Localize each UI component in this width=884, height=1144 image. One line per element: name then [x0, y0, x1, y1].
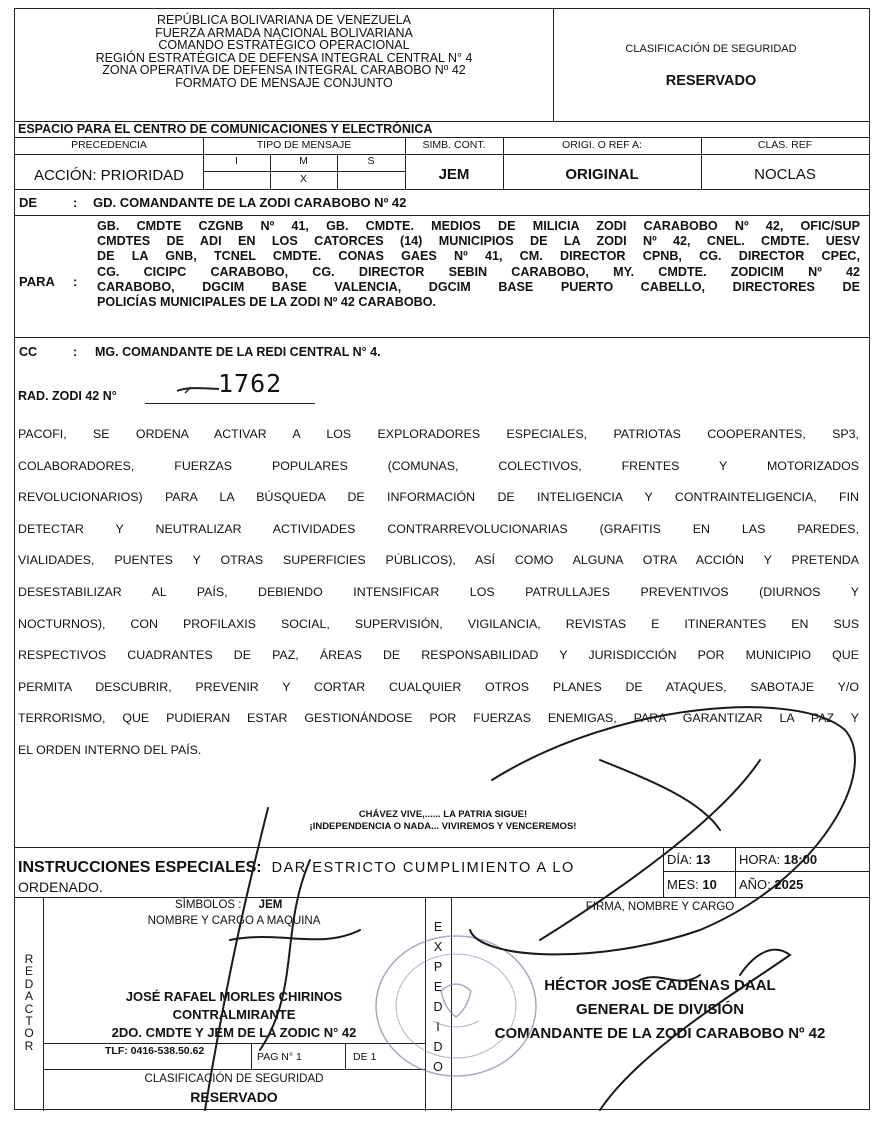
slogan-line-1: CHÁVEZ VIVE,...... LA PATRIA SIGUE! — [358, 809, 528, 820]
origi-label: ORIGI. O REF A: — [562, 139, 642, 151]
instructions-text: DAR ESTRICTO CUMPLIMIENTO A LO — [271, 860, 575, 876]
ano-value: 2025 — [774, 877, 804, 892]
signer-rank: GENERAL DE DIVISIÓN — [575, 1001, 745, 1018]
precedencia-label: PRECEDENCIA — [71, 139, 147, 151]
pag-total: DE 1 — [353, 1051, 377, 1063]
para-line: POLICÍAS MUNICIPALES DE LA ZODI Nº 42 CARABOBO. — [97, 295, 437, 310]
signer-post: COMANDANTE DE LA ZODI CARABOBO Nº 42 — [494, 1025, 826, 1042]
dia-label: DÍA: — [667, 852, 693, 867]
body-line: TERRORISMO, QUE PUDIERAN ESTAR GESTIONÁNDOSE POR FUERZAS ENEMIGAS, PARA GARANTIZAR LA PAZ Y — [18, 711, 859, 726]
simb-label: SIMB. CONT. — [422, 139, 486, 151]
de-value: GD. COMANDANTE DE LA ZODI CARABOBO Nº 42 — [93, 195, 407, 210]
firma-label: FIRMA, NOMBRE Y CARGO — [585, 901, 735, 913]
para-line: DE LA GNB, TCNEL CMDTE. CONAS GAES Nº 41, CM. DIRECTOR CPNB, CG. DIRECTOR CPEC, — [97, 249, 860, 264]
expedido-vertical: E X P E D I D O — [433, 920, 443, 1074]
para-line: CARABOBO, DGCIM BASE VALENCIA, DGCIM BASE PUERTO CABELLO, DIRECTORES DE — [97, 279, 860, 294]
redactor-post: 2DO. CMDTE Y JEM DE LA ZODIC N° 42 — [111, 1025, 357, 1040]
body-line: VIALIDADES, PUENTES Y OTRAS SUPERFICIES PÚBLICOS), ASÍ COMO ALGUNA OTRA ACCIÓN Y PRETENDA — [18, 553, 859, 568]
tipo-mark: X — [299, 173, 307, 185]
mes-value: 10 — [702, 877, 717, 892]
comm-space-title: ESPACIO PARA EL CENTRO DE COMUNICACIONES Y ELECTRÓNICA — [18, 122, 433, 136]
rad-number: 1762 — [218, 369, 283, 398]
tipo-i: I — [235, 155, 238, 167]
de-label: DE — [19, 195, 38, 210]
tlf: TLF: 0416-538.50.62 — [105, 1045, 205, 1057]
body-line: REVOLUCIONARIOS) PARA LA BÚSQUEDA DE INFORMACIÓN DE INTELIGENCIA Y CONTRAINTELIGENCIA, FIN — [18, 490, 859, 505]
para-line: CMDTES DE ADI EN LOS CATORCES (14) MUNICIPIOS DE LA ZODI Nº 42, CNEL. CMDTE. UESV — [97, 234, 860, 249]
clas-value: NOCLAS — [754, 166, 816, 183]
hora-value: 18:00 — [783, 852, 818, 867]
body-line: DESESTABILIZAR AL PAÍS, DEBIENDO INTENSIFICAR LOS PATRULLAJES PREVENTIVOS (DIURNOS Y — [18, 584, 859, 599]
body-line: EL ORDEN INTERNO DEL PAÍS. — [18, 742, 202, 757]
tipo-m: M — [299, 155, 308, 167]
header-line: REGIÓN ESTRATÉGICA DE DEFENSA INTEGRAL CENTRAL N° 4 — [95, 50, 473, 65]
pag-number: PAG N° 1 — [257, 1051, 302, 1063]
header-line: ZONA OPERATIVA DE DEFENSA INTEGRAL CARABOBO Nº 42 — [102, 63, 466, 78]
tipo-label: TIPO DE MENSAJE — [256, 139, 352, 151]
para-line: CG. CICIPC CARABOBO, CG. DIRECTOR SEBIN CARABOBO, MY. CMDTE. ZODICIM Nº 42 — [97, 264, 860, 279]
instructions-text-2: ORDENADO. — [18, 879, 103, 895]
body-line: COLABORADORES, FUERZAS POPULARES (COMUNAS, COLECTIVOS, FRENTES Y MOTORIZADOS — [18, 458, 859, 473]
header-line: REPÚBLICA BOLIVARIANA DE VENEZUELA — [156, 13, 412, 27]
cc-label: CC — [19, 345, 38, 359]
header-line: COMANDO ESTRATÉGICO OPERACIONAL — [158, 38, 410, 53]
origi-value: ORIGINAL — [565, 166, 639, 183]
body-line: PERMITA DESCUBRIR, PREVENIR Y CORTAR CUALQUIER OTROS PLANES DE ATAQUES, SABOTAJE Y/O — [18, 679, 859, 694]
hora-label: HORA: — [739, 852, 781, 867]
body-line: RESPECTIVOS CUADRANTES DE PAZ, ÁREAS DE RESPONSABILIDAD Y JURISDICCIÓN POR MUNICIPIO QUE — [18, 648, 859, 663]
simbolos-label: SÍMBOLOS : — [175, 899, 242, 911]
signer-name: HÉCTOR JOSÉ CADENAS DAAL — [544, 977, 776, 994]
slogan-line-2: ¡INDEPENDENCIA O NADA... VIVIREMOS Y VENCEREMOS! — [309, 821, 577, 832]
clas-label: CLAS. REF — [757, 139, 813, 151]
simbolos-value: JEM — [258, 899, 283, 911]
classification-value: RESERVADO — [665, 73, 757, 89]
body-line: PACOFI, SE ORDENA ACTIVAR A LOS EXPLORADORES ESPECIALES, PATRIOTAS COOPERANTES, SP3, — [18, 427, 859, 441]
cc-value: MG. COMANDANTE DE LA REDI CENTRAL N° 4. — [95, 345, 381, 359]
footer-class-value: RESERVADO — [190, 1089, 278, 1105]
instructions-label: INSTRUCCIONES ESPECIALES: — [18, 859, 262, 876]
ano-label: AÑO: — [739, 877, 771, 892]
dia-value: 13 — [695, 852, 711, 867]
redactor-vertical: R E D A C T O R — [24, 952, 34, 1053]
header-line: FORMATO DE MENSAJE CONJUNTO — [175, 75, 393, 90]
rad-label: RAD. ZODI 42 N° — [18, 389, 117, 403]
redactor-rank: CONTRALMIRANTE — [172, 1007, 296, 1022]
nombre-maquina: NOMBRE Y CARGO A MAQUINA — [147, 915, 321, 927]
body-line: NOCTURNOS), CON PROFILAXIS SOCIAL, SUPERVISIÓN, VIGILANCIA, REVISTAS E ITINERANTES EN SUS — [18, 616, 859, 631]
de-colon: : — [73, 195, 78, 210]
mes-label: MES: — [667, 877, 699, 892]
body-line: DETECTAR Y NEUTRALIZAR ACTIVIDADES CONTRARREVOLUCIONARIAS (GRAFITIS EN LAS PAREDES, — [18, 521, 859, 536]
precedencia-value: ACCIÓN: PRIORIDAD — [33, 167, 184, 184]
header-line: FUERZA ARMADA NACIONAL BOLIVARIANA — [155, 25, 413, 40]
cc-colon: : — [73, 345, 78, 359]
para-colon: : — [73, 274, 78, 289]
simb-value: JEM — [438, 166, 470, 183]
tipo-s: S — [367, 155, 375, 167]
classification-label: CLASIFICACIÓN DE SEGURIDAD — [625, 43, 797, 55]
footer-class-label: CLASIFICACIÓN DE SEGURIDAD — [144, 1073, 324, 1085]
para-label: PARA — [19, 274, 55, 289]
redactor-name: JOSÉ RAFAEL MORLES CHIRINOS — [125, 989, 343, 1004]
para-line: GB. CMDTE CZGNB Nº 41, GB. CMDTE. MEDIOS DE MILICIA ZODI CARABOBO Nº 42, OFIC/SUP — [97, 219, 860, 233]
